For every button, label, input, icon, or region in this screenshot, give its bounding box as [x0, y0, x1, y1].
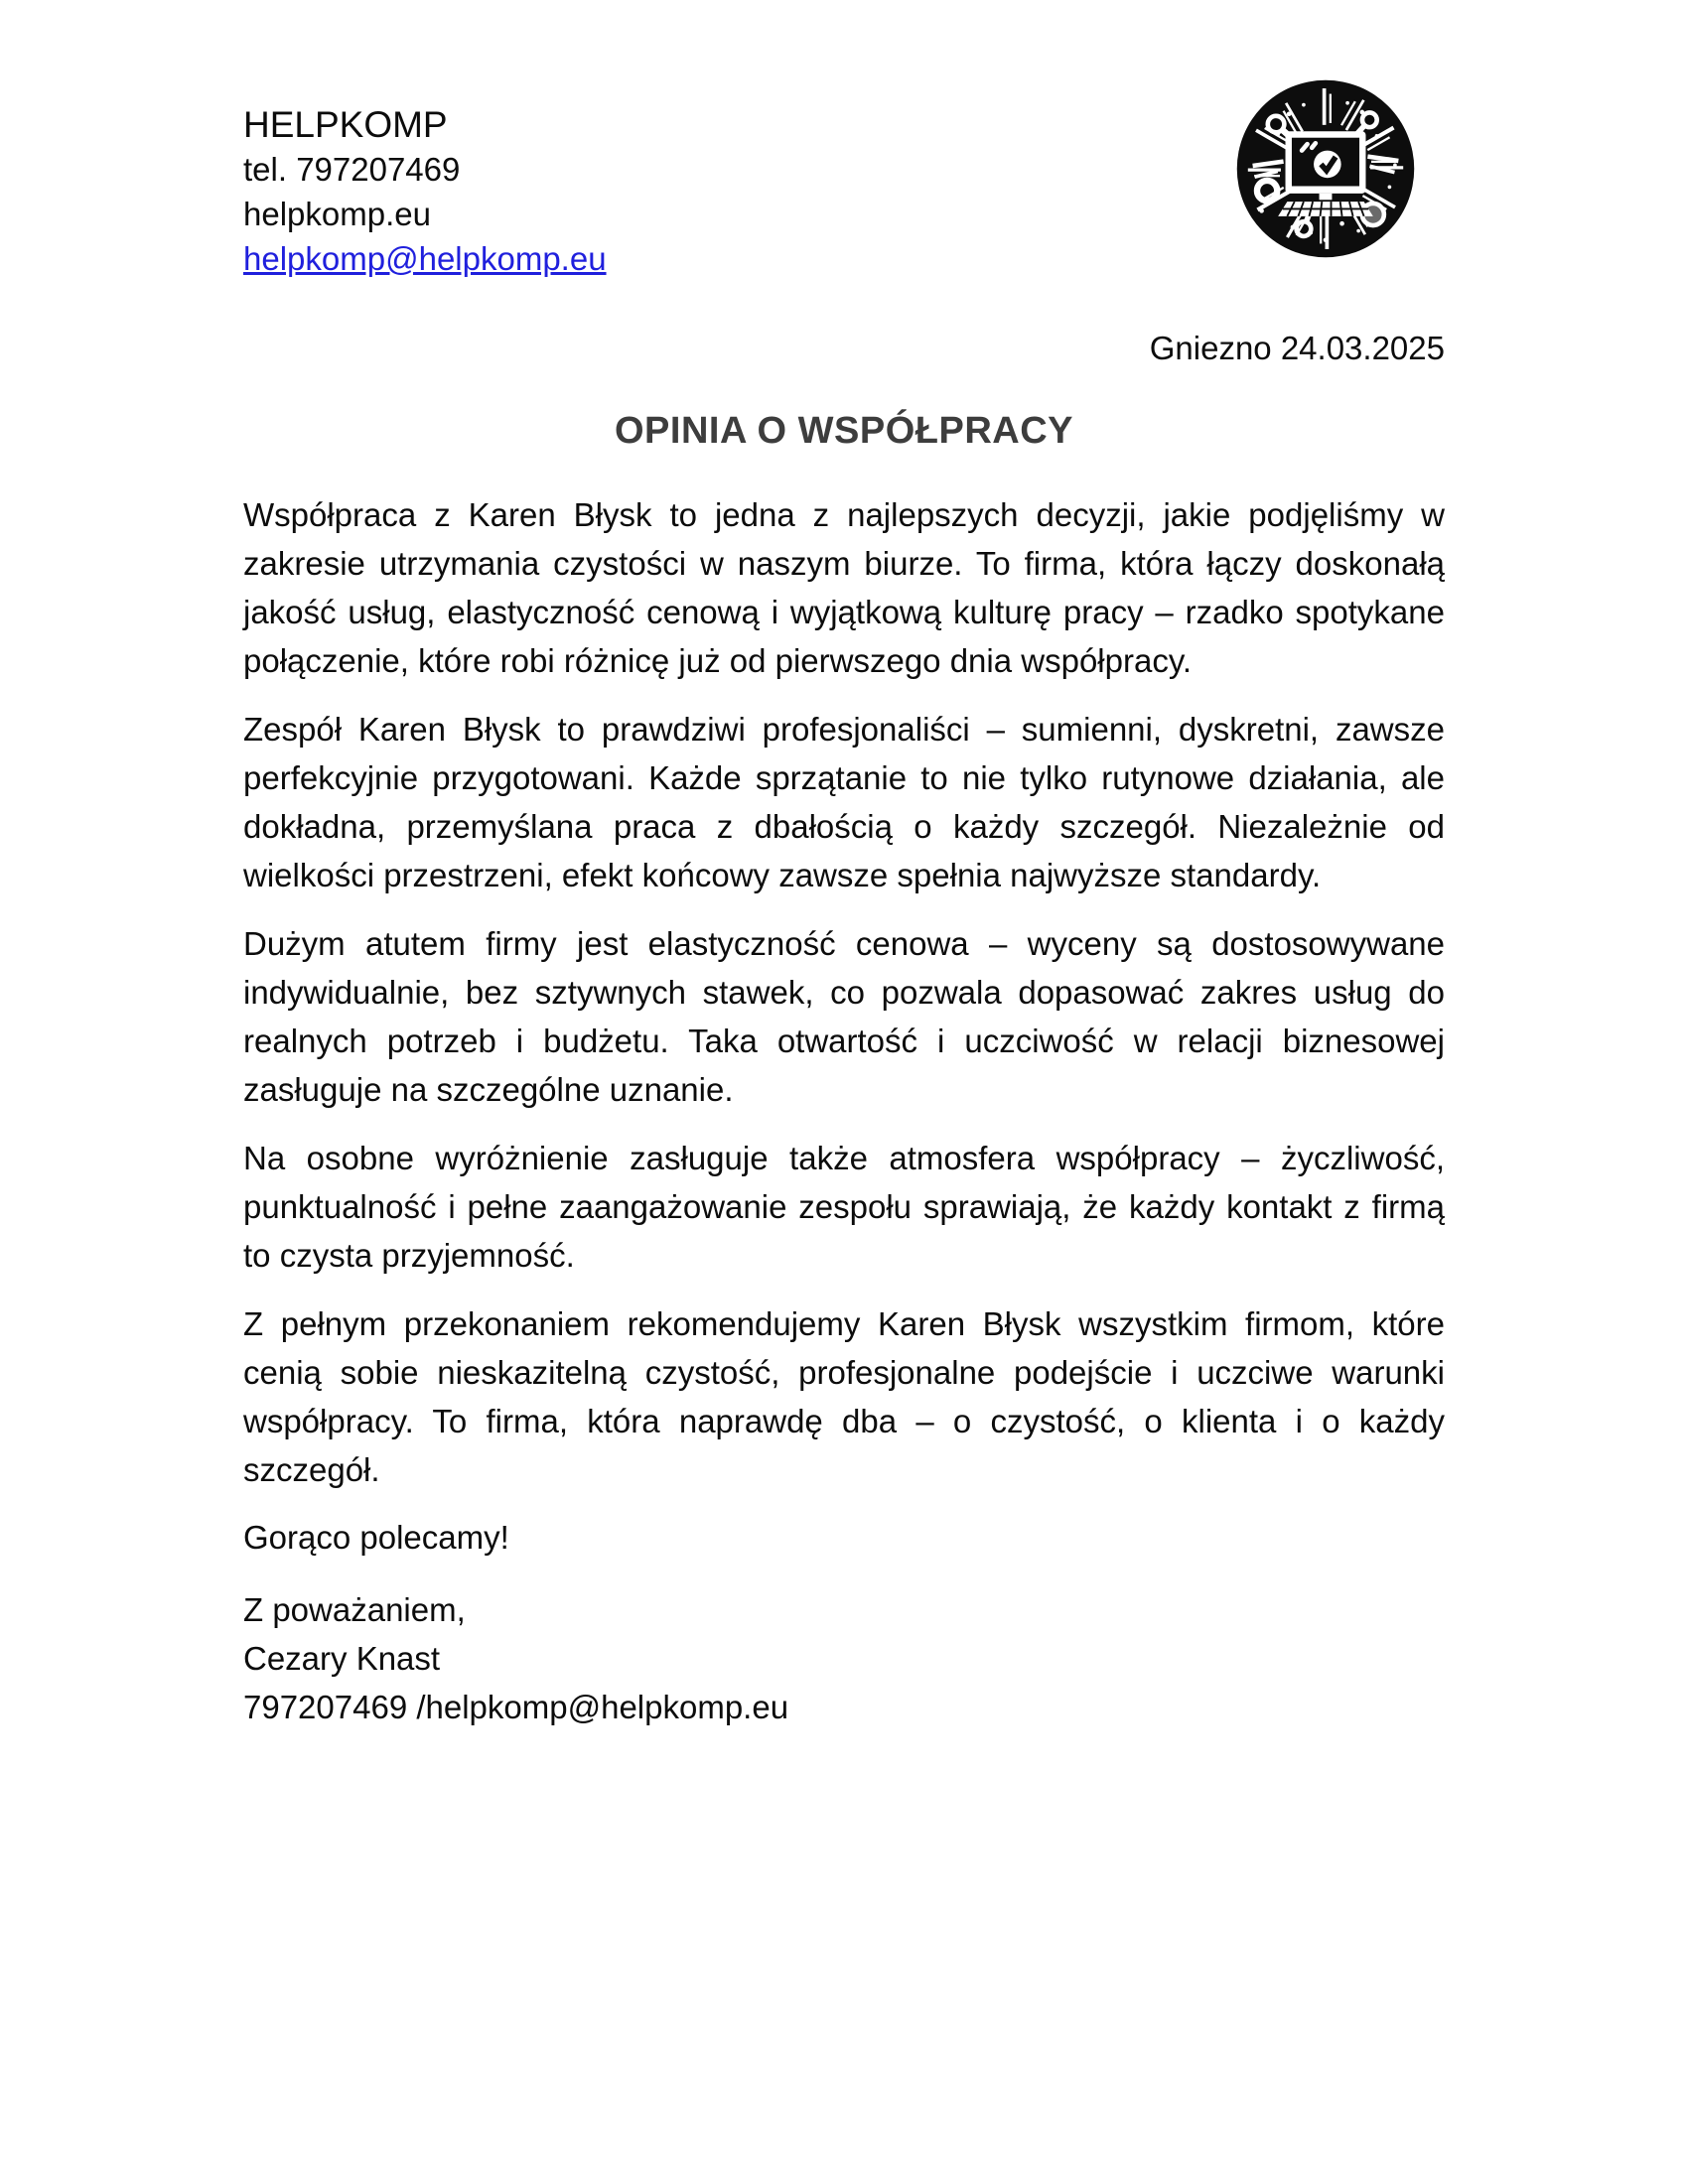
date-line: Gniezno 24.03.2025	[1149, 330, 1445, 366]
company-website: helpkomp.eu	[243, 196, 431, 232]
paragraph-3: Dużym atutem firmy jest elastyczność cenowa – wyceny są dostosowywane indywidualnie, bez sztywnych stawek, co pozwala dopasować zakres usług do realnych potrzeb i budżetu. Taka otwartość i uczciwość w relacji biznesowej zasługuje na szczególne uznanie.	[243, 925, 1445, 1108]
paragraph-1: Współpraca z Karen Błysk to jedna z najlepszych decyzji, jakie podjęliśmy w zakresie utrzymania czystości w naszym biurze. To firma, która łączy doskonałą jakość usług, elastyczność cenową i wyjątkową kulturę pracy – rzadko spotykane połączenie, które robi różnicę już od pierwszego dnia współpracy.	[243, 496, 1445, 679]
signer-contact: 797207469 /helpkomp@helpkomp.eu	[243, 1689, 789, 1725]
closing-salutation: Gorąco polecamy!	[243, 1519, 509, 1556]
paragraph-4: Na osobne wyróżnienie zasługuje także atmosfera współpracy – życzliwość, punktualność i pełne zaangażowanie zespołu sprawiają, że każdy kontakt z firmą to czysta przyjemność.	[243, 1140, 1445, 1274]
paragraph-5: Z pełnym przekonaniem rekomendujemy Karen Błysk wszystkim firmom, które cenią sobie nieskazitelną czystość, profesjonalne podejście i uczciwe warunki współpracy. To firma, która naprawdę dba – o czystość, o klienta i o każdy szczegół.	[243, 1305, 1445, 1488]
company-name: HELPKOMP	[243, 104, 448, 145]
paragraph-2: Zespół Karen Błysk to prawdziwi profesjonaliści – sumienni, dyskretni, zawsze perfekcyjnie przygotowani. Każde sprzątanie to nie tylko rutynowe działania, ale dokładna, przemyślana praca z dbałością o każdy szczegół. Niezależnie od wielkości przestrzeni, efekt końcowy zawsze spełnia najwyższe standardy.	[243, 711, 1445, 893]
signature-block	[243, 1585, 788, 1731]
company-email-link[interactable]: helpkomp@helpkomp.eu	[243, 240, 607, 277]
letter-body	[243, 490, 1445, 1514]
company-header	[243, 102, 607, 281]
signoff-line: Z poważaniem,	[243, 1591, 466, 1628]
company-logo	[1234, 77, 1417, 260]
signer-name: Cezary Knast	[243, 1640, 441, 1677]
computer-tools-emblem-icon	[1234, 247, 1417, 264]
company-phone: tel. 797207469	[243, 151, 461, 188]
document-title: OPINIA O WSPÓŁPRACY	[614, 410, 1073, 452]
